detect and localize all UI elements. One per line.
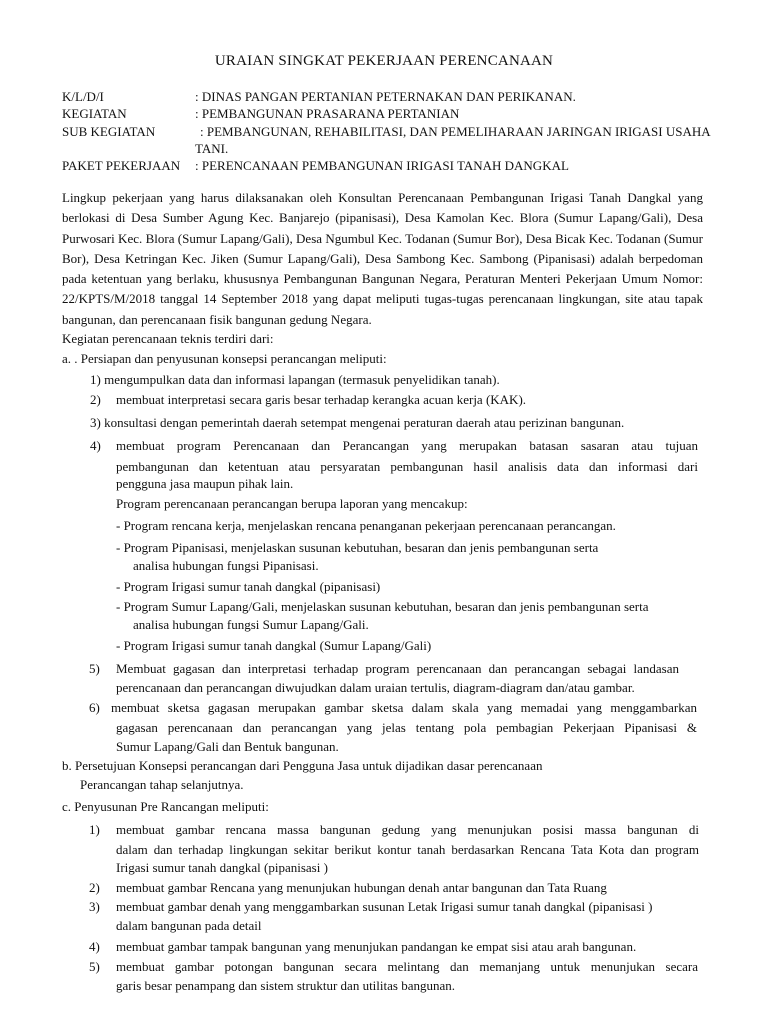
intro-last-line: Kegiatan perencanaan teknis terdiri dari: [62, 331, 274, 346]
section-c-item-1-line-2: dalam dan terhadap lingkungan sekitar berikut kontur tanah berdasarkan Rencana Tata Kota dan program [116, 842, 699, 857]
meta-sub-kegiatan-label: SUB KEGIATAN [62, 124, 156, 139]
meta-sub-kegiatan [62, 122, 722, 140]
section-b-line-2: Perancangan tahap selanjutnya. [80, 777, 244, 792]
section-c-item-4-text: membuat gambar tampak bangunan yang menunjukan pandangan ke empat sisi atau arah bangunan. [116, 939, 637, 954]
section-c-item-5-line-2: garis besar penampang dan sistem struktur dan utilitas bangunan. [116, 978, 456, 993]
section-c-heading: c. Penyusunan Pre Rancangan meliputi: [62, 799, 269, 814]
section-a-dash-3: - Program Irigasi sumur tanah dangkal (pipanisasi) [116, 579, 381, 594]
section-a-item-3: 3) konsultasi dengan pemerintah daerah setempat mengenai peraturan daerah atau perizinan bangunan. [90, 415, 625, 430]
section-c-item-1-line-1: membuat gambar rencana massa bangunan gedung yang menunjukan posisi massa bangunan di [116, 822, 699, 837]
meta-kegiatan-label: KEGIATAN [62, 106, 127, 121]
section-a-dash-2-cont: analisa hubungan fungsi Pipanisasi. [133, 558, 319, 573]
section-c-item-2-text: membuat gambar Rencana yang menunjukan hubungan denah antar bangunan dan Tata Ruang [116, 880, 607, 895]
meta-kldi-label: K/L/D/I [62, 89, 104, 104]
section-a-item-6-line-2: gagasan perencanaan dan perancangan yang jelas tentang pola pembagian Pekerjaan Pipanisasi & [116, 720, 697, 735]
section-a-item-4-line-4: Program perencanaan perancangan berupa laporan yang mencakup: [116, 496, 468, 511]
meta-kegiatan [62, 104, 722, 122]
section-c-item-3-line-1: membuat gambar denah yang menggambarkan susunan Letak Irigasi sumur tanah dangkal (pipanisasi ) [116, 899, 653, 914]
section-a-dash-4-cont: analisa hubungan fungsi Sumur Lapang/Gali. [133, 617, 369, 632]
section-a-item-2-number: 2) [90, 392, 101, 407]
section-c-item-3-line-2: dalam bangunan pada detail [116, 918, 262, 933]
section-c-item-2-number: 2) [89, 880, 100, 895]
section-c-item-1-line-3: Irigasi sumur tanah dangkal (pipanisasi ) [116, 860, 328, 875]
page-title: URAIAN SINGKAT PEKERJAAN PERENCANAAN [214, 53, 554, 69]
meta-paket-value: : PERENCANAAN PEMBANGUNAN IRIGASI TANAH DANGKAL [195, 158, 569, 173]
meta-kldi-value: : DINAS PANGAN PERTANIAN PETERNAKAN DAN PERIKANAN. [195, 89, 576, 104]
section-a-item-6-number: 6) [89, 700, 100, 715]
section-c-item-4-number: 4) [89, 939, 100, 954]
section-a-dash-5: - Program Irigasi sumur tanah dangkal (Sumur Lapang/Gali) [116, 638, 432, 653]
section-c-item-5-line-1: membuat gambar potongan bangunan secara melintang dan memanjang untuk menunjukan secara [116, 959, 698, 974]
meta-sub-kegiatan-value: : PEMBANGUNAN, REHABILITASI, DAN PEMELIHARAAN JARINGAN IRIGASI USAHA [200, 124, 711, 139]
meta-kegiatan-value: : PEMBANGUNAN PRASARANA PERTANIAN [195, 106, 460, 121]
meta-paket [62, 156, 722, 174]
section-a-item-4-line-1: membuat program Perencanaan dan Perancangan yang merupakan batasan sasaran atau tujuan [116, 438, 698, 453]
section-a-item-1: 1) mengumpulkan data dan informasi lapangan (termasuk penyelidikan tanah). [90, 372, 500, 387]
section-a-item-4-number: 4) [90, 438, 101, 453]
meta-paket-label: PAKET PEKERJAAN [62, 158, 181, 173]
section-a-dash-1: - Program rencana kerja, menjelaskan rencana penanganan pekerjaan perencanaan perancangan. [116, 518, 616, 533]
section-a-item-6-line-3: Sumur Lapang/Gali dan Bentuk bangunan. [116, 739, 339, 754]
section-b-line-1: b. Persetujuan Konsepsi perancangan dari Pengguna Jasa untuk dijadikan dasar perencanaan [62, 758, 543, 773]
section-a-dash-4: - Program Sumur Lapang/Gali, menjelaskan susunan kebutuhan, besaran dan jenis pembangunan serta [116, 599, 649, 614]
section-a-item-4-line-3: pengguna jasa maupun pihak lain. [116, 476, 294, 491]
section-a-item-5-line-1: Membuat gagasan dan interpretasi terhadap program perencanaan dan perancangan sebagai landasan [116, 661, 679, 676]
meta-kldi [62, 87, 722, 105]
section-a-item-5-number: 5) [89, 661, 100, 676]
intro-paragraph: Lingkup pekerjaan yang harus dilaksanakan oleh Konsultan Perencanaan Pembangunan Irigasi Tanah Dangkal yang berlokasi di Desa Sumber Agung Kec. Banjarejo (pipanisasi), Desa Kamolan Kec. Blora (Sumur Lapang/Gali), Desa Purwosari Kec. Blora (Sumur Lapang/Gali), Desa Ngumbul Kec. Todanan (Sumur Bor), Desa Bicak Kec. Todanan (Sumur Bor), Desa Ketringan Kec. Jiken (Sumur Lapang/Gali), Desa Sambong Kec. Sambong (Pipanisasi) adalah berpedoman pada ketentuan yang berlaku, khususnya Pembangunan Bangunan Negara, Peraturan Menteri Pekerjaan Umum Nomor: 22/KPTS/M/2018 tanggal 14 September 2018 yang dapat meliputi tugas-tugas perencanaan lingkungan, site atau tapak bangunan, dan perencanaan fisik bangunan gedung Negara. [62, 190, 703, 327]
section-a-dash-2: - Program Pipanisasi, menjelaskan susunan kebutuhan, besaran dan jenis pembangunan serta [116, 540, 599, 555]
section-a-item-6-line-1: membuat sketsa gagasan merupakan gambar sketsa dalam skala yang memadai yang menggambarkan [111, 700, 697, 715]
section-a-item-2-text: membuat interpretasi secara garis besar terhadap kerangka acuan kerja (KAK). [116, 392, 527, 407]
section-a-heading: a. . Persiapan dan penyusunan konsepsi perancangan meliputi: [62, 351, 387, 366]
section-c-item-5-number: 5) [89, 959, 100, 974]
section-c-item-3-number: 3) [89, 899, 100, 914]
meta-sub-kegiatan-cont: TANI. [195, 141, 229, 156]
section-a-item-5-line-2: perencanaan dan perancangan diwujudkan dalam uraian tertulis, diagram-diagram dan/atau gambar. [116, 680, 635, 695]
section-a-item-4-line-2: pembangunan dan ketentuan atau persyaratan pembangunan hasil analisis data dan informasi dari [116, 459, 698, 474]
section-c-item-1-number: 1) [89, 822, 100, 837]
